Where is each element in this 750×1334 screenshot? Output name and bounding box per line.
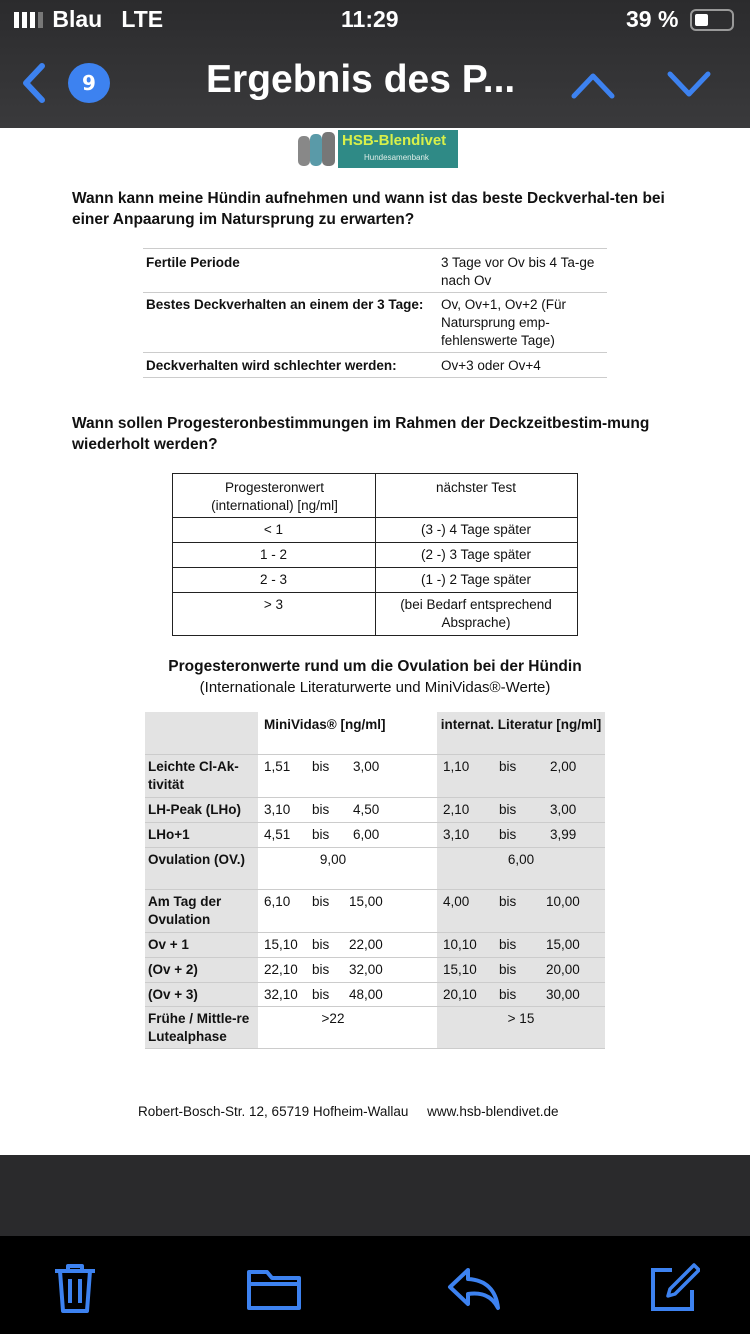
minividas-to: 48,00 (349, 987, 383, 1002)
row-label: Frühe / Mittle-re Lutealphase (148, 1011, 250, 1044)
compose-button[interactable] (650, 1262, 700, 1316)
footer-website[interactable]: www.hsb-blendivet.de (427, 1104, 559, 1119)
literature-from: 4,00 (443, 894, 470, 909)
row-divider (145, 932, 605, 933)
row-divider (145, 822, 605, 823)
row-label: LH-Peak (LHo) (148, 802, 242, 817)
literature-from: 1,10 (443, 759, 470, 774)
literature-bis: bis (499, 937, 517, 952)
minividas-to: 4,50 (353, 802, 380, 817)
literature-from: 3,10 (443, 827, 470, 842)
row-label: (Ov + 2) (148, 962, 198, 977)
reply-button[interactable] (446, 1266, 502, 1316)
section1-heading: Wann kann meine Hündin aufnehmen und wann ist das beste Deckverhal-ten bei einer Anpaarung im Natursprung zu erwarten? (72, 190, 665, 228)
column-header: Progesteronwert (international) [ng/ml] (211, 480, 338, 513)
minividas-from: 32,10 (264, 987, 298, 1002)
reply-icon (446, 1266, 502, 1312)
trash-icon (52, 1262, 98, 1314)
row-label: Leichte Cl-Ak-tivität (148, 759, 239, 792)
row-value: Ov+3 oder Ov+4 (441, 358, 541, 373)
column-header: MiniVidas® [ng/ml] (264, 717, 386, 732)
folder-icon (246, 1266, 302, 1312)
row-divider (145, 847, 605, 848)
row-label: Fertile Periode (146, 255, 240, 270)
literature-to: 20,00 (546, 962, 580, 977)
chevron-up-icon (570, 70, 616, 100)
minividas-to: 6,00 (353, 827, 380, 842)
minividas-to: 22,00 (349, 937, 383, 952)
footer (138, 1103, 638, 1121)
section2-heading: Wann sollen Progesteronbestimmungen im Rahmen der Deckzeitbestim-mung wiederholt werden? (72, 415, 650, 453)
logo (294, 130, 458, 168)
minividas-bis: bis (312, 802, 330, 817)
battery-percent: 39 % (626, 6, 679, 32)
compose-icon (650, 1262, 700, 1312)
move-button[interactable] (246, 1266, 302, 1316)
literature-to: 3,00 (550, 802, 577, 817)
literature-to: 30,00 (546, 987, 580, 1002)
literature-to: 15,00 (546, 937, 580, 952)
column-header: internat. Literatur [ng/ml] (440, 717, 602, 732)
cell: < 1 (263, 522, 284, 537)
row-divider (145, 797, 605, 798)
cell: (2 -) 3 Tage später (420, 547, 532, 562)
minividas-to: 15,00 (349, 894, 383, 909)
cell: (bei Bedarf entsprechend Absprache) (400, 597, 552, 630)
row-divider (145, 957, 605, 958)
row-divider (145, 1006, 605, 1007)
minividas-from: 1,51 (264, 759, 291, 774)
logo-text: HSB-Blendivet (342, 132, 447, 149)
minividas-value: 9,00 (319, 852, 347, 867)
empty-area (0, 1155, 750, 1236)
minividas-value: >22 (321, 1011, 345, 1026)
chevron-left-icon (20, 62, 46, 104)
minividas-from: 3,10 (264, 802, 291, 817)
section3-title: Progesteronwerte rund um die Ovulation bei der Hündin (168, 658, 582, 675)
literature-from: 20,10 (443, 987, 477, 1002)
column-header: nächster Test (435, 480, 517, 495)
logo-subtitle: Hundesamenbank (364, 153, 429, 162)
row-label: Ovulation (OV.) (148, 852, 246, 867)
minividas-to: 32,00 (349, 962, 383, 977)
literature-value: 6,00 (507, 852, 535, 867)
literature-bis: bis (499, 802, 517, 817)
minividas-bis: bis (312, 759, 330, 774)
literature-from: 15,10 (443, 962, 477, 977)
minividas-from: 4,51 (264, 827, 291, 842)
cell: (3 -) 4 Tage später (420, 522, 532, 537)
literature-bis: bis (499, 894, 517, 909)
literature-from: 2,10 (443, 802, 470, 817)
row-label: Ov + 1 (148, 937, 189, 952)
row-divider (145, 889, 605, 890)
cell: 2 - 3 (259, 572, 287, 587)
literature-to: 2,00 (550, 759, 577, 774)
chevron-down-icon (666, 70, 712, 100)
next-button[interactable] (666, 70, 712, 104)
row-label: Am Tag der Ovulation (148, 894, 222, 927)
previous-button[interactable] (570, 70, 616, 104)
page-title: Ergebnis des P... (206, 58, 516, 101)
literature-bis: bis (499, 962, 517, 977)
document-view[interactable] (0, 128, 750, 1155)
literature-value: > 15 (507, 1011, 535, 1026)
literature-from: 10,10 (443, 937, 477, 952)
row-divider (145, 1048, 605, 1049)
minividas-bis: bis (312, 987, 330, 1002)
row-label: Bestes Deckverhalten an einem der 3 Tage: (146, 297, 424, 312)
row-value: Ov, Ov+1, Ov+2 (Für Natursprung emp-fehlenswerte Tage) (441, 297, 567, 348)
minividas-from: 22,10 (264, 962, 298, 977)
bottom-toolbar (0, 1236, 750, 1334)
minividas-from: 6,10 (264, 894, 291, 909)
minividas-bis: bis (312, 827, 330, 842)
row-value: 3 Tage vor Ov bis 4 Ta-ge nach Ov (441, 255, 595, 288)
cell: 1 - 2 (259, 547, 287, 562)
minividas-bis: bis (312, 962, 330, 977)
footer-address: Robert-Bosch-Str. 12, 65719 Hofheim-Wallau (138, 1104, 409, 1119)
row-label: LHo+1 (148, 827, 190, 842)
literature-to: 10,00 (546, 894, 580, 909)
minividas-bis: bis (312, 937, 330, 952)
literature-bis: bis (499, 759, 517, 774)
section3-subtitle: (Internationale Literaturwerte und MiniVidas®-Werte) (199, 679, 551, 696)
network: LTE (121, 6, 164, 32)
minividas-to: 3,00 (353, 759, 380, 774)
battery-icon (690, 9, 734, 31)
literature-bis: bis (499, 827, 517, 842)
row-divider (145, 754, 605, 755)
back-button[interactable] (20, 62, 46, 102)
cell: > 3 (263, 597, 284, 612)
row-label: (Ov + 3) (148, 987, 198, 1002)
signal-icon (14, 12, 46, 28)
row-divider (145, 982, 605, 983)
header (0, 0, 750, 128)
dogs-logo-icon (294, 130, 338, 168)
literature-to: 3,99 (550, 827, 577, 842)
literature-bis: bis (499, 987, 517, 1002)
delete-button[interactable] (52, 1262, 98, 1318)
message-count-badge[interactable]: 9 (68, 63, 110, 103)
clock: 11:29 (341, 6, 399, 32)
minividas-bis: bis (312, 894, 330, 909)
status-left (14, 6, 163, 33)
row-label: Deckverhalten wird schlechter werden: (146, 358, 397, 373)
carrier: Blau (52, 6, 103, 32)
cell: (1 -) 2 Tage später (420, 572, 532, 587)
minividas-from: 15,10 (264, 937, 298, 952)
